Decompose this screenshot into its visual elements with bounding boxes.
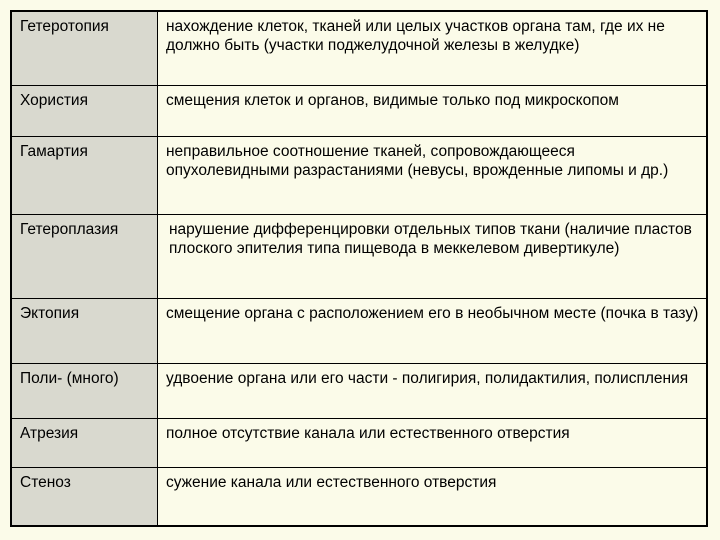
definition-cell: нарушение дифференцировки отдельных типов ткани (наличие пластов плоского эпителия типа пищевода в меккелевом дивертикуле): [158, 215, 708, 299]
term-cell: Гамартия: [11, 136, 158, 214]
table-row: [11, 136, 707, 214]
table-row: [11, 11, 707, 85]
definition-cell: смещения клеток и органов, видимые только под микроскопом: [158, 85, 708, 136]
term-cell: Стеноз: [11, 467, 158, 526]
table-row: [11, 298, 707, 363]
table-row: [11, 215, 707, 299]
term-cell: Хористия: [11, 85, 158, 136]
term-cell: Гетероплазия: [11, 215, 158, 299]
table-row: [11, 364, 707, 418]
table-row: [11, 418, 707, 467]
definition-cell: неправильное соотношение тканей, сопровождающееся опухолевидными разрастаниями (невусы, врожденные липомы и др.): [158, 136, 708, 214]
definitions-table-body: [11, 11, 707, 526]
table-row: [11, 85, 707, 136]
definitions-table: [10, 10, 708, 527]
definition-cell: полное отсутствие канала или естественного отверстия: [158, 418, 708, 467]
definition-cell: удвоение органа или его части - полигирия, полидактилия, полиспления: [158, 364, 708, 418]
term-cell: Атрезия: [11, 418, 158, 467]
definition-cell: смещение органа с расположением его в необычном месте (почка в тазу): [158, 298, 708, 363]
definition-cell: нахождение клеток, тканей или целых участков органа там, где их не должно быть (участки поджелудочной железы в желудке): [158, 11, 708, 85]
table-row: [11, 467, 707, 526]
term-cell: Поли- (много): [11, 364, 158, 418]
term-cell: Гетеротопия: [11, 11, 158, 85]
term-cell: Эктопия: [11, 298, 158, 363]
definition-cell: сужение канала или естественного отверстия: [158, 467, 708, 526]
